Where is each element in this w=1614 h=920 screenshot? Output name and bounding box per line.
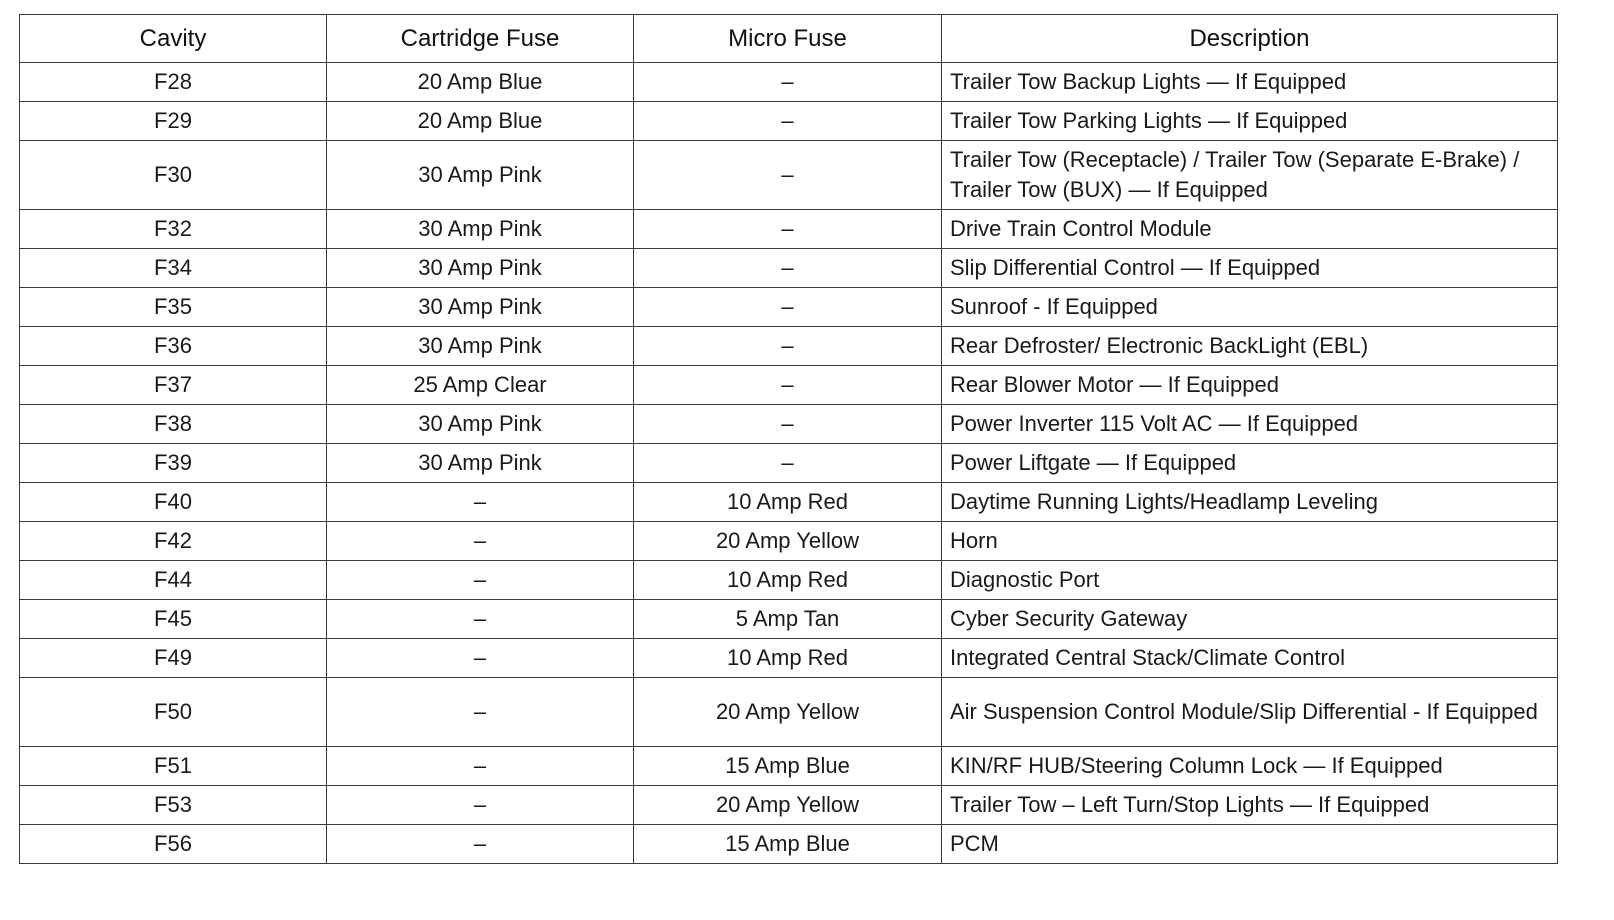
cell-cartridge-fuse: 20 Amp Blue [327,102,634,141]
cell-cavity: F42 [20,522,327,561]
cell-description: Diagnostic Port [942,561,1558,600]
header-micro-fuse: Micro Fuse [634,15,942,63]
cell-micro-fuse: 5 Amp Tan [634,600,942,639]
cell-cavity: F45 [20,600,327,639]
cell-cavity: F44 [20,561,327,600]
cell-cavity: F34 [20,249,327,288]
cell-cavity: F50 [20,678,327,747]
cell-micro-fuse: – [634,102,942,141]
cell-description: Trailer Tow Backup Lights — If Equipped [942,63,1558,102]
cell-cartridge-fuse: – [327,747,634,786]
cell-description: Integrated Central Stack/Climate Control [942,639,1558,678]
cell-micro-fuse: 20 Amp Yellow [634,786,942,825]
cell-micro-fuse: – [634,63,942,102]
table-row [20,63,1558,102]
cell-cavity: F56 [20,825,327,864]
cell-cavity: F37 [20,366,327,405]
cell-cartridge-fuse: – [327,600,634,639]
table-row [20,249,1558,288]
table-row [20,825,1558,864]
cell-cartridge-fuse: – [327,522,634,561]
cell-micro-fuse: 15 Amp Blue [634,825,942,864]
table-body [20,63,1558,864]
cell-description: Cyber Security Gateway [942,600,1558,639]
table-row [20,102,1558,141]
cell-cavity: F51 [20,747,327,786]
cell-description: Trailer Tow Parking Lights — If Equipped [942,102,1558,141]
cell-micro-fuse: – [634,288,942,327]
table-row [20,678,1558,747]
cell-micro-fuse: 20 Amp Yellow [634,522,942,561]
cell-cavity: F29 [20,102,327,141]
cell-cavity: F36 [20,327,327,366]
cell-micro-fuse: – [634,405,942,444]
cell-micro-fuse: – [634,366,942,405]
cell-cavity: F53 [20,786,327,825]
table-row [20,210,1558,249]
cell-cartridge-fuse: 30 Amp Pink [327,405,634,444]
table-row [20,483,1558,522]
cell-micro-fuse: – [634,444,942,483]
cell-micro-fuse: – [634,249,942,288]
cell-cartridge-fuse: – [327,639,634,678]
cell-cartridge-fuse: – [327,561,634,600]
cell-description: Rear Blower Motor — If Equipped [942,366,1558,405]
cell-cartridge-fuse: 30 Amp Pink [327,141,634,210]
table-row [20,288,1558,327]
table-row [20,786,1558,825]
cell-cartridge-fuse: – [327,483,634,522]
cell-cavity: F39 [20,444,327,483]
cell-cartridge-fuse: 25 Amp Clear [327,366,634,405]
cell-description: Power Liftgate — If Equipped [942,444,1558,483]
cell-cavity: F49 [20,639,327,678]
cell-description: Trailer Tow – Left Turn/Stop Lights — If Equipped [942,786,1558,825]
table-row [20,444,1558,483]
header-row [20,15,1558,63]
table-row [20,366,1558,405]
cell-description: Drive Train Control Module [942,210,1558,249]
cell-cavity: F40 [20,483,327,522]
cell-micro-fuse: 20 Amp Yellow [634,678,942,747]
cell-description: Power Inverter 115 Volt AC — If Equipped [942,405,1558,444]
cell-micro-fuse: 10 Amp Red [634,561,942,600]
cell-cartridge-fuse: – [327,786,634,825]
cell-micro-fuse: – [634,210,942,249]
cell-cartridge-fuse: 30 Amp Pink [327,210,634,249]
cell-micro-fuse: – [634,327,942,366]
table-row [20,522,1558,561]
table-row [20,141,1558,210]
cell-description: KIN/RF HUB/Steering Column Lock — If Equipped [942,747,1558,786]
cell-micro-fuse: 15 Amp Blue [634,747,942,786]
cell-cartridge-fuse: 30 Amp Pink [327,249,634,288]
cell-cavity: F38 [20,405,327,444]
table-row [20,561,1558,600]
table-row [20,600,1558,639]
table-row [20,327,1558,366]
cell-description: Daytime Running Lights/Headlamp Leveling [942,483,1558,522]
cell-description: Sunroof - If Equipped [942,288,1558,327]
table-row [20,639,1558,678]
cell-cartridge-fuse: 30 Amp Pink [327,327,634,366]
cell-description: PCM [942,825,1558,864]
cell-description: Trailer Tow (Receptacle) / Trailer Tow (Separate E-Brake) / Trailer Tow (BUX) — If Equipped [942,141,1558,210]
table-header [20,15,1558,63]
cell-description: Rear Defroster/ Electronic BackLight (EBL) [942,327,1558,366]
cell-cavity: F30 [20,141,327,210]
table-row [20,405,1558,444]
cell-micro-fuse: 10 Amp Red [634,483,942,522]
cell-cartridge-fuse: 20 Amp Blue [327,63,634,102]
cell-description: Air Suspension Control Module/Slip Differential - If Equipped [942,678,1558,747]
cell-cartridge-fuse: – [327,678,634,747]
table-row [20,747,1558,786]
cell-description: Slip Differential Control — If Equipped [942,249,1558,288]
cell-description: Horn [942,522,1558,561]
header-cavity: Cavity [20,15,327,63]
fuse-table [19,14,1558,864]
header-cartridge-fuse: Cartridge Fuse [327,15,634,63]
cell-cartridge-fuse: 30 Amp Pink [327,288,634,327]
cell-cavity: F32 [20,210,327,249]
cell-micro-fuse: – [634,141,942,210]
cell-cartridge-fuse: – [327,825,634,864]
header-description: Description [942,15,1558,63]
cell-cavity: F28 [20,63,327,102]
cell-cartridge-fuse: 30 Amp Pink [327,444,634,483]
cell-cavity: F35 [20,288,327,327]
cell-micro-fuse: 10 Amp Red [634,639,942,678]
